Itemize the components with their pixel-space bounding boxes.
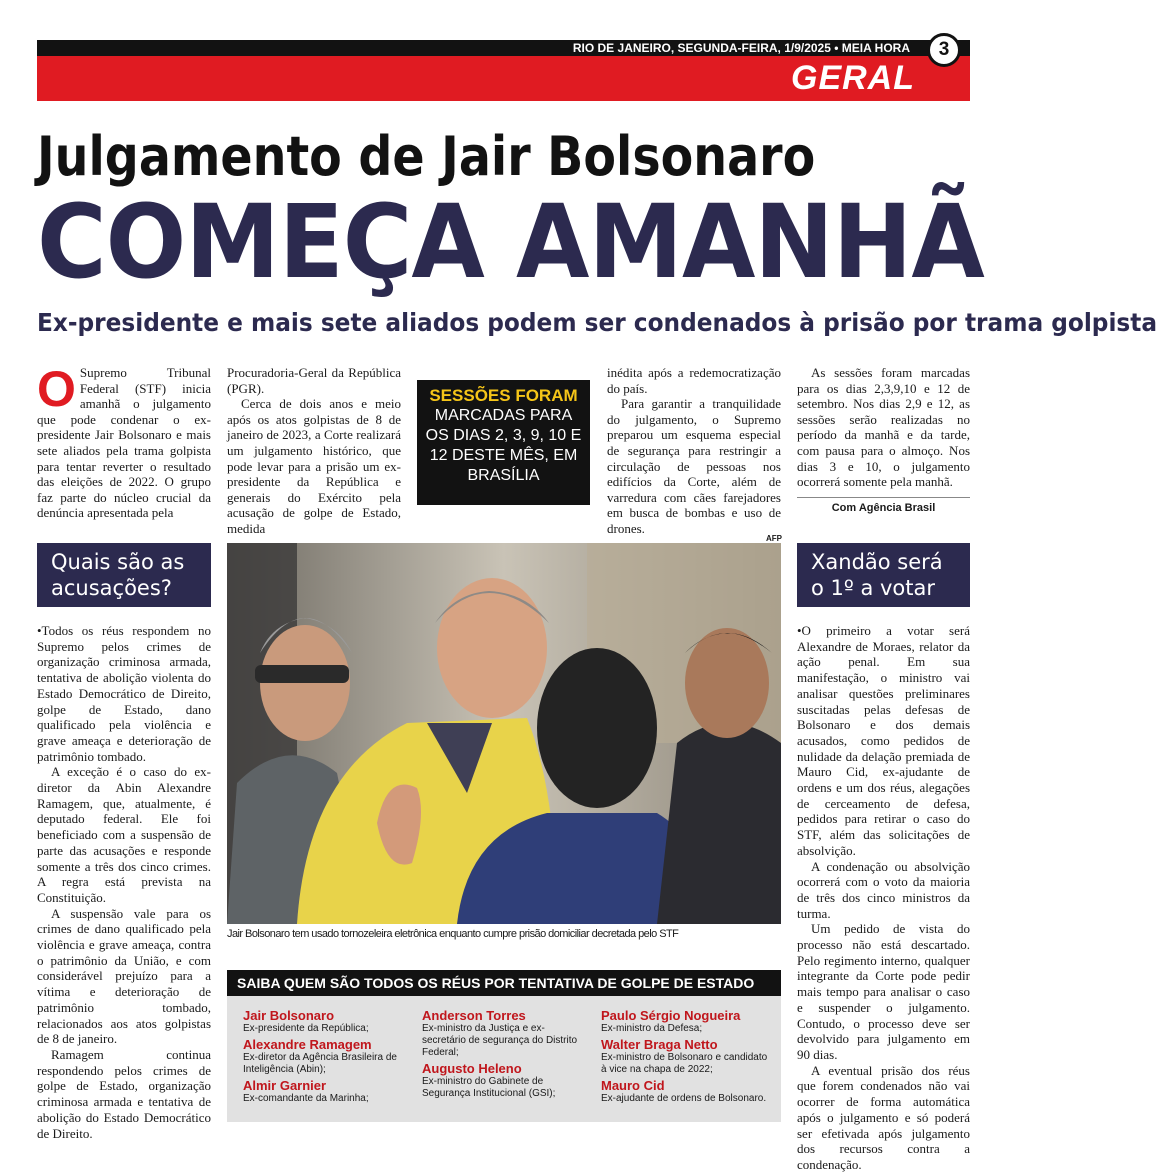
- defendants-column-1: [243, 1008, 408, 1107]
- defendant-role: Ex-ministro do Gabinete de Segurança Institucional (GSI);: [422, 1076, 556, 1099]
- defendants-column-2: [422, 1008, 582, 1102]
- left-box-body: [37, 623, 211, 1141]
- lead-col1-text: Supremo Tribunal Federal (STF) inicia amanhã o julgamento que pode condenar o ex-presidente Jair Bolsonaro e mais sete aliados pela trama golpista para tentar reverter o resultado das eleições de 2022. O grupo faz parte do núcleo crucial da denúncia apresentada pela: [37, 365, 211, 521]
- left-box-paragraph: A suspensão vale para os crimes de dano qualificado pela violência e grave ameaça, contra o patrimônio da União, e com considerável prejuízo para a vítima e deterioração de patrimônio tombado, relacionados aos atos golpistas de 8 de janeiro.: [37, 905, 211, 1047]
- defendant-item: [243, 1008, 408, 1035]
- subheadline: Ex-presidente e mais sete aliados podem ser condenados à prisão por trama golpista: [37, 308, 1157, 337]
- defendant-name: Augusto Heleno: [422, 1061, 522, 1076]
- page-number: 3: [927, 33, 961, 67]
- dateline: RIO DE JANEIRO, SEGUNDA-FEIRA, 1/9/2025 • MEIA HORA: [572, 41, 910, 55]
- right-box-body: [797, 623, 970, 1173]
- left-box-paragraph: Ramagem continua respondendo pelos crimes de golpe de Estado, organização criminosa armada e tentativa de abolição do Estado Democrático de Direito.: [37, 1046, 211, 1141]
- left-box-title: Quais são as acusações?: [37, 543, 211, 607]
- defendants-column-3: [601, 1008, 773, 1107]
- credit-divider: [797, 497, 970, 498]
- defendant-item: [243, 1078, 408, 1105]
- defendant-role: Ex-presidente da República;: [243, 1023, 369, 1034]
- defendant-name: Alexandre Ramagem: [243, 1037, 372, 1052]
- defendant-role: Ex-ministro de Bolsonaro e candidato à vice na chapa de 2022;: [601, 1052, 768, 1075]
- defendant-name: Mauro Cid: [601, 1078, 665, 1093]
- photo-caption: Jair Bolsonaro tem usado tornozeleira eletrônica enquanto cumpre prisão domiciliar decretada pelo STF: [227, 928, 679, 940]
- masthead-topbar: [37, 40, 970, 56]
- defendant-name: Walter Braga Netto: [601, 1037, 718, 1052]
- defendant-name: Paulo Sérgio Nogueira: [601, 1008, 741, 1023]
- right-box-paragraph: •O primeiro a votar será Alexandre de Moraes, relator da ação penal. Em sua manifestação, o ministro vai analisar questões preliminares suscitadas pelas defesas de Bolsonaro e dos demais acusados, como pedidos de nulidade da delação premiada de Mauro Cid, ex-ajudante de ordens e um dos réus, alegações de cerceamento de defesa, pedidos para retirar o caso do STF, além das solicitações de absolvição.: [797, 623, 970, 858]
- defendant-name: Jair Bolsonaro: [243, 1008, 335, 1023]
- defendant-item: [601, 1008, 773, 1035]
- right-box-paragraph: Um pedido de vista do processo não está descartado. Pelo regimento interno, qualquer integrante da Corte pode pedir mais tempo para analisar o caso e suspender o julgamento. Contudo, o processo deve ser devolvido para julgamento em 90 dias.: [797, 921, 970, 1062]
- left-box-paragraph: A exceção é o caso do ex-diretor da Abin Alexandre Ramagem, que, atualmente, é deputado federal. Ele foi beneficiado com a suspensão de parte das acusações e responde somente a três dos cinco crimes. A regra está prevista na Constituição.: [37, 764, 211, 905]
- right-box-paragraph: A condenação ou absolvição ocorrerá com o voto da maioria de três dos cinco ministros da turma.: [797, 858, 970, 921]
- lead-column-4: [797, 365, 970, 490]
- callout-body: MARCADAS PARA OS DIAS 2, 3, 9, 10 E 12 DESTE MÊS, EM BRASÍLIA: [425, 407, 582, 484]
- defendant-item: [601, 1078, 773, 1105]
- headline-line2: COMEÇA AMANHÃ: [37, 183, 984, 302]
- left-box-paragraph: •Todos os réus respondem no Supremo pelos crimes de organização criminosa armada, tentativa de abolição violenta do Estado Democrático de Direito, golpe de Estado, dano qualificado pela violência e grave ameaça e deterioração de patrimônio tombado.: [37, 623, 211, 764]
- lead-col2-paragraph: Cerca de dois anos e meio após os atos golpistas de 8 de janeiro de 2023, a Corte realizará um julgamento histórico, que pode levar para a prisão um ex-presidente da República e generais do Exército pela acusação de golpe de Estado, medida: [227, 396, 401, 536]
- lead-column-2: [227, 365, 401, 537]
- defendant-role: Ex-diretor da Agência Brasileira de Inteligência (Abin);: [243, 1052, 397, 1075]
- photo-credit: AFP: [766, 534, 782, 543]
- callout-heading: SESSÕES FORAM: [429, 386, 578, 405]
- lead-col3-paragraph: Para garantir a tranquilidade do julgamento, o Supremo preparou um esquema especial de segurança para restringir a circulação de pessoas nos edifícios da Corte, além de varredura com cães farejadores em busca de bombas e uso de drones.: [607, 396, 781, 536]
- lead-col2-paragraph: Procuradoria-Geral da República (PGR).: [227, 365, 401, 396]
- defendant-name: Anderson Torres: [422, 1008, 526, 1023]
- defendant-name: Almir Garnier: [243, 1078, 327, 1093]
- defendant-item: [601, 1037, 773, 1076]
- defendants-header: SAIBA QUEM SÃO TODOS OS RÉUS POR TENTATIVA DE GOLPE DE ESTADO: [227, 970, 781, 996]
- defendant-role: Ex-ministro da Defesa;: [601, 1023, 703, 1034]
- right-box-paragraph: A eventual prisão dos réus que forem condenados não vai ocorrer de forma automática após o julgamento e só poderá ser efetivada após julgamento dos recursos contra a condenação.: [797, 1062, 970, 1172]
- photo-illustration: [227, 543, 781, 924]
- defendant-item: [422, 1008, 582, 1059]
- agency-credit: Com Agência Brasil: [831, 502, 936, 514]
- section-label: GERAL: [791, 59, 915, 97]
- right-box-title: Xandão será o 1º a votar: [797, 543, 970, 607]
- headline-line1: Julgamento de Jair Bolsonaro: [37, 125, 816, 188]
- defendant-item: [243, 1037, 408, 1076]
- section-banner: [37, 56, 970, 101]
- defendant-role: Ex-comandante da Marinha;: [243, 1093, 369, 1104]
- dropcap: O: [37, 361, 76, 417]
- callout-box: [417, 380, 590, 505]
- lead-column-3: [607, 365, 781, 537]
- lead-col3-paragraph: inédita após a redemocratização do país.: [607, 365, 781, 396]
- lead-column-1: [37, 361, 211, 521]
- defendant-role: Ex-ministro da Justiça e ex-secretário de segurança do Distrito Federal;: [422, 1023, 578, 1058]
- defendant-item: [422, 1061, 582, 1100]
- news-photo: [227, 543, 781, 924]
- lead-col4-text: As sessões foram marcadas para os dias 2,3,9,10 e 12 de setembro. Nos dias 2,9 e 12, as sessões serão realizadas no período da manhã e da tarde, com pausa para o almoço. Nos dias 3 e 10, o julgamento ocorrerá somente pela manhã.: [797, 365, 970, 490]
- defendant-role: Ex-ajudante de ordens de Bolsonaro.: [601, 1093, 767, 1104]
